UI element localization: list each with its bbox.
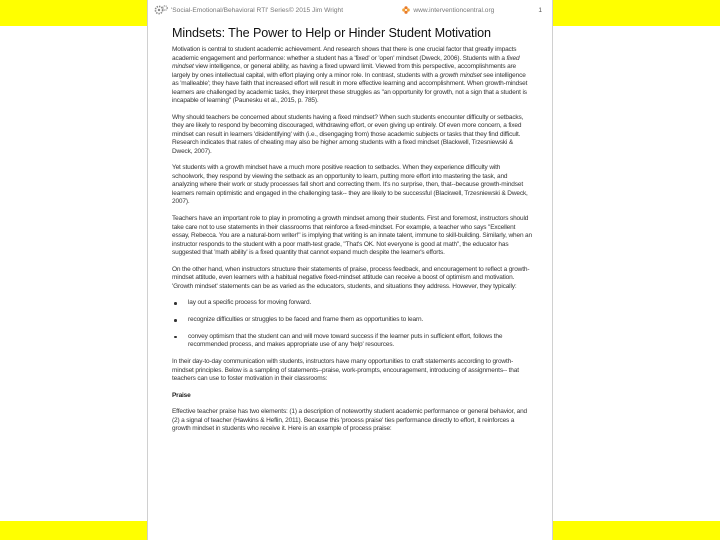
series-credit: 'Social-Emotional/Behavioral RTI' Series© 2015 Jim Wright — [171, 6, 344, 14]
paragraph-praise: Effective teacher praise has two elements: (1) a description of noteworthy student academic performance or general behavior, and (2) a signal of teacher (Hawkins & Heflin, 2011). Because this 'process praise' ties performance directly to effort, it reinforces a growth mindset in students who receive it. Here is an example of process praise: — [172, 408, 527, 433]
website-url: www.interventioncentral.org — [413, 6, 495, 14]
paragraph-teacher-role: Teachers have an important role to play in promoting a growth mindset among their students. First and foremost, instructors should take care not to use statements in their classrooms that reinforce a fixed-mindset. For example, a teacher who says "Excellent essay, Rebecca. You are a natural-born writer!" is implying that writing is an innate talent, immune to skill-building. Similarly, when an instructor responds to the student with a poor math-test grade, "That's OK. Not everyone is good at math", the educator has suggested that 'math ability' is a fixed quantity that cannot expand much despite the learner's efforts. — [172, 215, 532, 257]
paragraph-growth-statements: On the other hand, when instructors structure their statements of praise, process feedback, and encouragement to reflect a growth-mindset attitude, even learners with a habitual negative fixed-mindset attitude can receive a boost of optimism and motivation. 'Growth mindset' statements can be as varied as the educators, students, and situations they address. However, they typically: — [172, 265, 530, 290]
page-title: Mindsets: The Power to Help or Hinder Student Motivation — [172, 26, 491, 40]
paragraph-intro-text-2: view intelligence, or general ability, as having a fixed upward limit. Viewed from this perspective, accomplishments are largely by ones intellectual capital, with effort playing only a minor role. In contrast, students with a — [172, 63, 517, 79]
paragraph-intro — [172, 46, 532, 106]
document-page — [147, 0, 553, 540]
section-heading-praise: Praise — [172, 391, 191, 399]
paragraph-intro-text-3: see intelligence as 'malleable'; they have faith that increased effort will result in more effective learning and accomplishment. When growth-mindset learners are challenged by academic tasks, they interpret these struggles as "an opportunity for growth, not a sign that a student is incapable of learning" (Paunesku et al., 2015, p. 785). — [172, 71, 528, 104]
list-item: recognize difficulties or struggles to be faced and frame them as opportunities to learn. — [172, 316, 532, 325]
page-number: 1 — [538, 6, 542, 14]
term-fixed-mindset: fixed mindset — [172, 54, 520, 70]
paragraph-intro-text-1: Motivation is central to student academic achievement. And research shows that there is one crucial factor that greatly impacts academic engagement and performance: whether a student has a 'fixed' or 'open' mindset (Dweck, 2006). Students with a — [172, 46, 517, 62]
term-growth-mindset: growth mindset — [439, 71, 482, 79]
article-body — [172, 46, 532, 442]
list-item: lay out a specific process for moving forward. — [172, 299, 532, 308]
paragraph-growth-reaction: Yet students with a growth mindset have a much more positive reaction to setbacks. When they experience difficulty with schoolwork, they respond by viewing the setback as an opportunity to learn, putting more effort into mastering the task, and analyzing where their work or study processes fall short and correcting them. It's no surprise, then, that--because growth-mindset learners remain optimistic and engaged in the challenging task-- they are likely to be successful (Blackwell, Trzesniewski & Dweck, 2007). — [172, 164, 528, 206]
paragraph-opportunities: In their day-to-day communication with students, instructors have many opportunities to craft statements according to growth-mindset principles. Below is a sampling of statements--praise, work-prompts, encouragement, introducing of assignments-- that teachers can use to foster motivation in their classrooms: — [172, 358, 519, 382]
paragraph-fixed-concern: Why should teachers be concerned about students having a fixed mindset? When such students encounter difficulty or setbacks, they are likely to respond by becoming discouraged, withdrawing effort, or even giving up entirely. Of even more concern, a fixed mindset can result in learners 'disidentifying' with (i.e., disengaging from) those academic subjects or tasks that they find difficult. Research indicates that rates of cheating may also be higher among students with a fixed mindset (Blackwell, Trzesniewski & Dweck, 2007). — [172, 113, 524, 155]
intervention-central-logo-icon — [402, 6, 410, 14]
page-header — [154, 3, 542, 17]
gears-icon — [154, 4, 168, 16]
list-item: convey optimism that the student can and will move toward success if the learner puts in sufficient effort, follows the recommended process, and makes appropriate use of any 'help' resources. — [172, 333, 532, 350]
statement-traits-list — [172, 299, 532, 349]
